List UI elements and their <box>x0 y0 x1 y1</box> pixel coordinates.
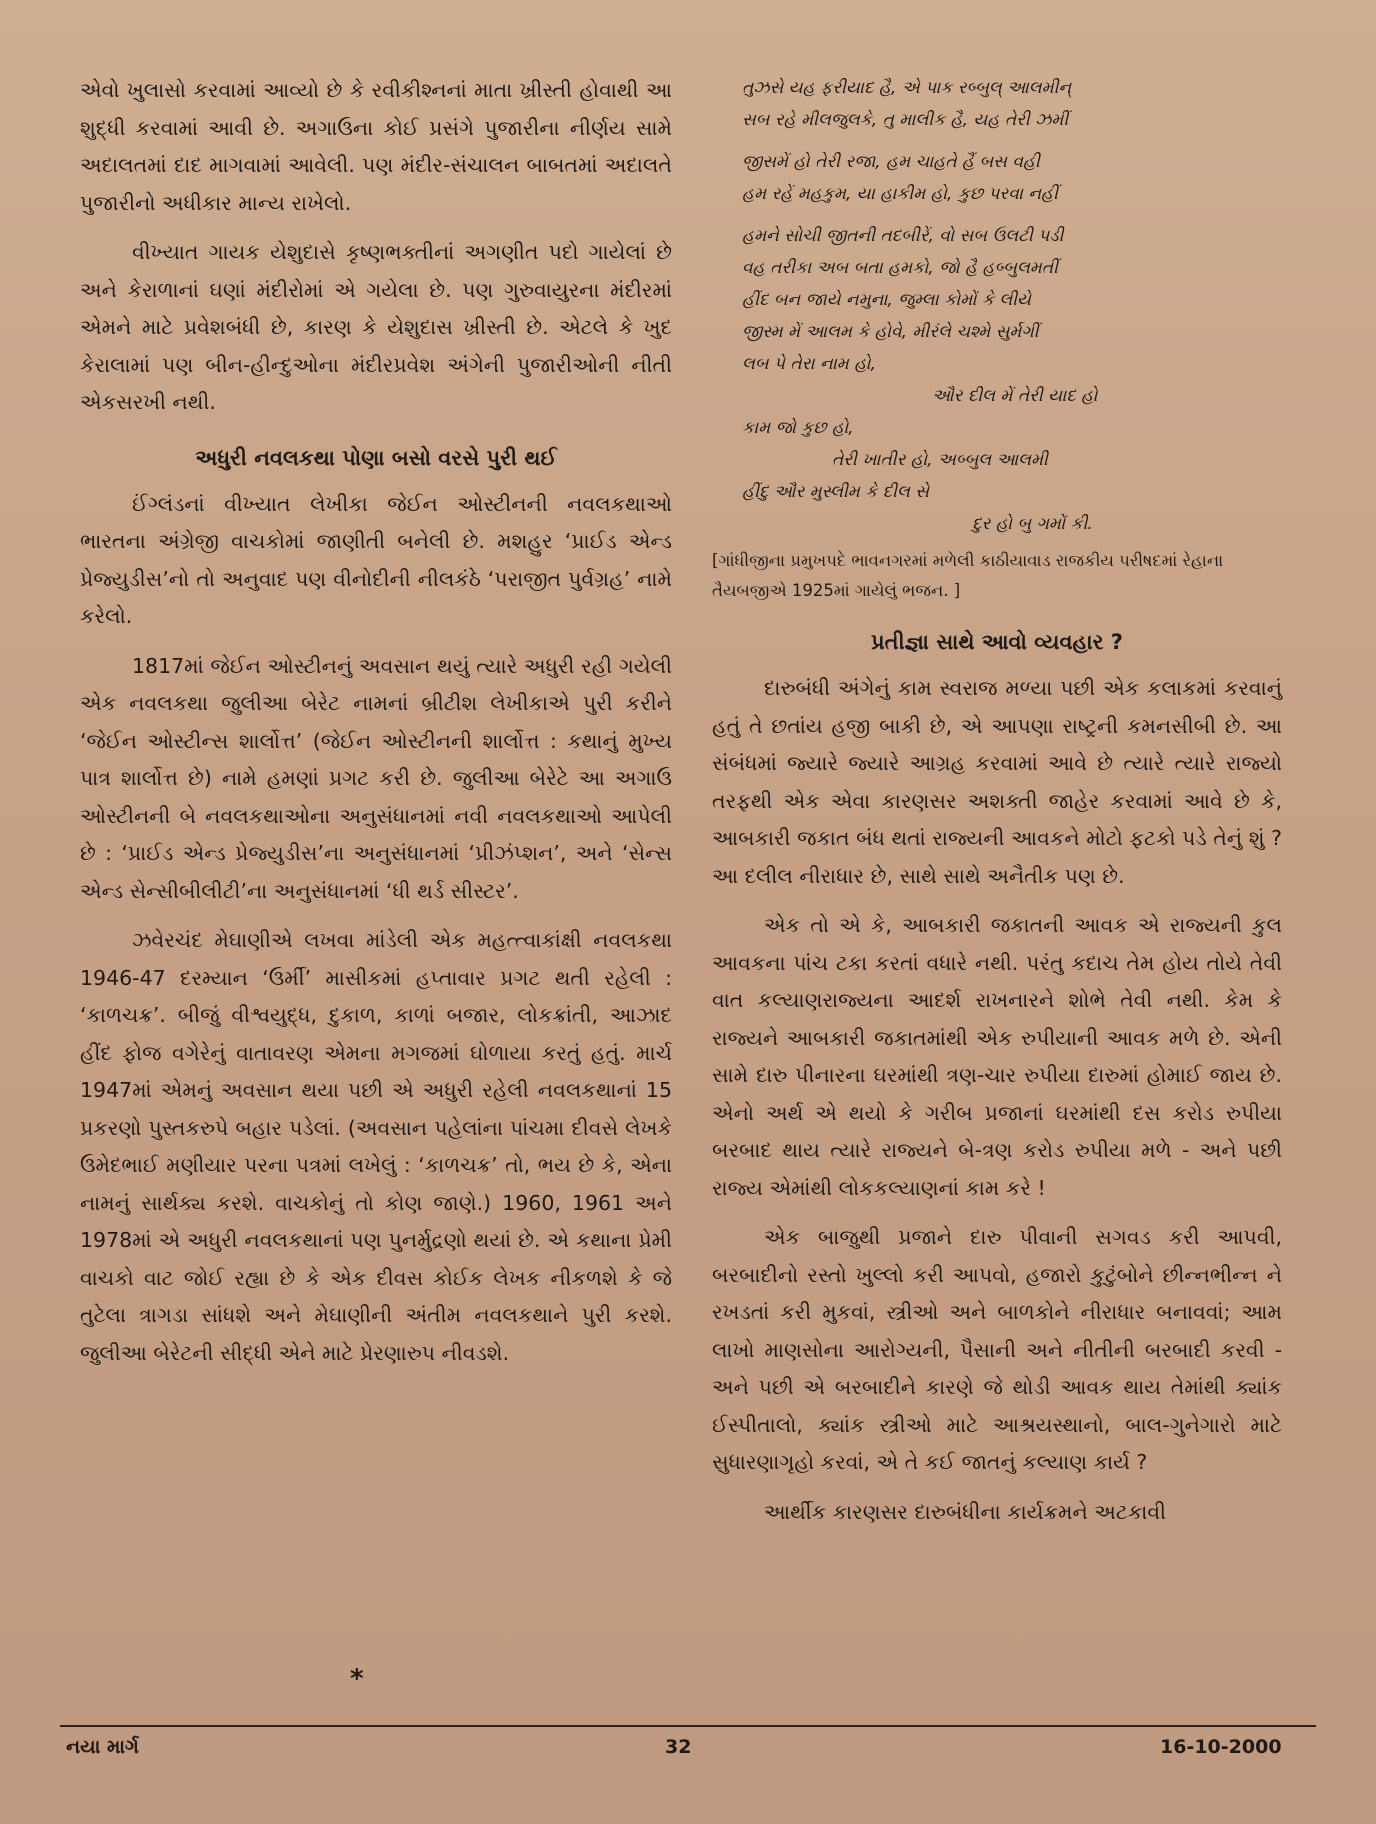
poem-source-note: [ગાંધીજીના પ્રમુખપદે ભાવનગરમાં મળેલી કાઠીયાવાડ રાજકીય પરીષદમાં રેહાના તૈયબજીએ 1925માં ગાયેલું ભજન. ] <box>712 551 1224 600</box>
poem-line: હમ રહેં મહકુમ, યા હાકીમ હો, કુછ પરવા નહીં <box>742 184 1058 204</box>
left-column <box>80 72 672 1384</box>
poem-line: જીસ્મ મેં આલમ કે હોવે, મીરંલે ચશ્મે સુર્મગીં <box>742 322 1039 342</box>
poem-line: જીસમેં હો તેરી રજા, હમ ચાહતે હૈં બસ વહી <box>742 152 1040 172</box>
poem-line: કામ જો કુછ હો, <box>742 418 854 438</box>
page-number: 32 <box>665 1736 692 1758</box>
right-column <box>712 72 1282 1543</box>
section-separator-star: * <box>350 1664 364 1694</box>
paragraph: એવો ખુલાસો કરવામાં આવ્યો છે કે રવીકીશ્નનાં માતા ખ્રીસ્તી હોવાથી આ શુદ્ધી કરવામાં આવી છે. અગાઉના કોઈ પ્રસંગે પુજારીના નીર્ણય સામે અદાલતમાં દાદ માગવામાં આવેલી. પણ મંદીર-સંચાલન બાબતમાં અદાલતે પુજારીનો અધીકાર માન્ય રાખેલો. <box>80 78 672 215</box>
paragraph: ઝવેરચંદ મેઘાણીએ લખવા માંડેલી એક મહત્ત્વાકાંક્ષી નવલકથા 1946-47 દરમ્યાન ‘ઉર્મી’ માસીકમાં હપ્તાવાર પ્રગટ થતી રહેલી : ‘કાળચક્ર’. બીજું વીશ્વયુદ્ધ, દુકાળ, કાળાં બજાર, લોકક્રાંતી, આઝાદ હીંદ ફોજ વગેરેનું વાતાવરણ એમના મગજમાં ઘોળાયા કરતું હતું. માર્ચ 1947માં એમનું અવસાન થયા પછી એ અધુરી રહેલી નવલકથાનાં 15 પ્રકરણો પુસ્તકરુપે બહાર પડેલાં. (અવસાન પહેલાંના પાંચમા દીવસે લેખકે ઉમેદભાઈ મણીયાર પરના પત્રમાં લખેલું : ‘કાળચક્ર’ તો, ભય છે કે, એના નામનું સાર્થક્ય કરશે. વાચકોનું તો કોણ જાણે.) 1960, 1961 અને 1978માં એ અધુરી નવલકથાનાં પણ પુનર્મુદ્રણો થયાં છે. એ કથાના પ્રેમી વાચકો વાટ જોઈ રહ્યા છે કે એક દીવસ કોઈક લેખક નીકળશે કે જે તુટેલા ત્રાગડા સાંધશે અને મેઘાણીની અંતીમ નવલકથાને પુરી કરશે. જુલીઆ બેરેટની સીદ્ધી એને માટે પ્રેરણારુપ નીવડશે. <box>80 928 672 1365</box>
paragraph: એક બાજુથી પ્રજાને દારુ પીવાની સગવડ કરી આપવી, બરબાદીનો રસ્તો ખુલ્લો કરી આપવો, હજારો કુટુંબોને છીન્નભીન્ન ને રખડતાં કરી મુકવાં, સ્ત્રીઓ અને બાળકોને નીરાધાર બનાવવાં; આમ લાખો માણસોના આરોગ્યની, પૈસાની અને નીતીની બરબાદી કરવી - અને પછી એ બરબાદીને કારણે જે થોડી આવક થાય તેમાંથી ક્યાંક ઈસ્પીતાલો, ક્યાંક સ્ત્રીઓ માટે આશ્રયસ્થાનો, બાલ-ગુનેગારો માટે સુધારણાગૃહો કરવાં, એ તે કઈ જાતનું કલ્યાણ કાર્ય ? <box>712 1225 1282 1474</box>
paragraph: 1817માં જેઈન ઓસ્ટીનનું અવસાન થયું ત્યારે અધુરી રહી ગયેલી એક નવલકથા જુલીઆ બેરેટ નામનાં બ્રીટીશ લેખીકાએ પુરી કરીને ‘જેઈન ઓસ્ટીન્સ શાર્લોત્ત’ (જેઈન ઓસ્ટીનની શાર્લોત્ત : કથાનું મુખ્ય પાત્ર શાર્લોત્ત છે) નામે હમણાં પ્રગટ કરી છે. જુલીઆ બેરેટે આ અગાઉ ઓસ્ટીનની બે નવલકથાઓના અનુસંધાનમાં નવી નવલકથાઓ આપેલી છે : ‘પ્રાઈડ એન્ડ પ્રેજ્યુડીસ’ના અનુસંધાનમાં ‘પ્રીઝંપ્શન’, અને ‘સેન્સ એન્ડ સેન્સીબીલીટી’ના અનુસંધાનમાં ‘ધી થર્ડ સીસ્ટર’. <box>80 653 672 903</box>
poem-line: હીંદ બન જાયે નમુના, જુમ્લા કોમોં કે લીયે <box>742 290 1031 310</box>
magazine-name: નયા માર્ગ <box>66 1736 139 1758</box>
paragraph: ઈંગ્લંડનાં વીખ્યાત લેખીકા જેઈન ઓસ્ટીનની નવલકથાઓ ભારતના અંગ્રેજી વાચકોમાં જાણીતી બનેલી છે. મશહુર ‘પ્રાઈડ એન્ડ પ્રેજ્યુડીસ’નો તો અનુવાદ પણ વીનોદીની નીલકંઠે ‘પરાજીત પુર્વગ્રહ’ નામે કરેલો. <box>80 491 672 628</box>
poem-line: હમને સોચી જીતની તદબીરેં, વો સબ ઉલટી પડી <box>742 226 1064 246</box>
footer-divider <box>60 1725 1316 1727</box>
paragraph: વીખ્યાત ગાયક યેશુદાસે કૃષ્ણભક્તીનાં અગણીત પદો ગાયેલાં છે અને કેરાળાનાં ઘણાં મંદીરોમાં એ ગયેલા છે. પણ ગુરુવાયુરના મંદીરમાં એમને માટે પ્રવેશબંધી છે, કારણ કે યેશુદાસ ખ્રીસ્તી છે. એટલે કે ખુદ કેરાલામાં પણ બીન-હીન્દુઓના મંદીરપ્રવેશ અંગેની પુજારીઓની નીતી એકસરખી નથી. <box>80 240 672 414</box>
poem-line: ઔર દીલ મેં તેરી યાદ હો <box>932 386 1098 406</box>
poem-line: હીંદુ ઔર મુસ્લીમ કે દીલ સે <box>742 482 930 502</box>
poem-line: તુઝસે યહ ફરીયાદ હૈ, એ પાક રબ્બુલ્ આલમીન્ <box>742 78 1072 98</box>
paragraph: આર્થીક કારણસર દારુબંધીના કાર્યક્રમને અટકાવી <box>764 1499 1166 1524</box>
poem-line: દુર હો બુ ગમોં કી. <box>972 514 1093 534</box>
paragraph: દારુબંધી અંગેનું કામ સ્વરાજ મળ્યા પછી એક કલાકમાં કરવાનું હતું તે છતાંય હજી બાકી છે, એ આપણા રાષ્ટ્રની કમનસીબી છે. આ સંબંધમાં જ્યારે જ્યારે આગ્રહ કરવામાં આવે છે ત્યારે ત્યારે રાજ્યો તરફથી એક એવા કારણસર અશક્તી જાહેર કરવામાં આવે છે કે, આબકારી જકાત બંધ થતાં રાજ્યની આવકને મોટો ફટકો પડે તેનું શું ? આ દલીલ નીરાધાર છે, સાથે સાથે અનૈતીક પણ છે. <box>712 676 1282 888</box>
poem <box>742 72 1282 540</box>
poem-line: તેરી ખાતીર હો, અબ્બુલ આલમી <box>832 450 1048 470</box>
section-heading: અધુરી નવલકથા પોણા બસો વરસે પુરી થઈ <box>195 445 557 470</box>
poem-line: લબ પે તેરા નામ હો, <box>742 354 876 374</box>
poem-line: વહ તરીકા અબ બતા હમકો, જો હૈ હબ્બુલમતીં <box>742 258 1058 278</box>
section-heading: પ્રતીજ્ઞા સાથે આવો વ્યવહાર ? <box>871 630 1123 654</box>
poem-line: સબ રહે મીલજુલકે, તુ માલીક હૈ, યહ તેરી ઝમીં <box>742 110 1069 130</box>
issue-date: 16-10-2000 <box>1160 1736 1282 1758</box>
paragraph: એક તો એ કે, આબકારી જકાતની આવક એ રાજ્યની કુલ આવકના પાંચ ટકા કરતાં વધારે નથી. પરંતુ કદાચ તેમ હોય તોયે તેવી વાત કલ્યાણરાજ્યના આદર્શ રાખનારને શોભે તેવી નથી. કેમ કે રાજ્યને આબકારી જકાતમાંથી એક રુપીયાની આવક મળે છે. એની સામે દારુ પીનારના ઘરમાંથી ત્રણ-ચાર રુપીયા દારુમાં હોમાઈ જાય છે. એનો અર્થ એ થયો કે ગરીબ પ્રજાનાં ઘરમાંથી દસ કરોડ રુપીયા બરબાદ થાય ત્યારે રાજ્યને બે-ત્રણ કરોડ રુપીયા મળે - અને પછી રાજ્ય એમાંથી લોકકલ્યાણનાં કામ કરે ! <box>712 913 1282 1200</box>
